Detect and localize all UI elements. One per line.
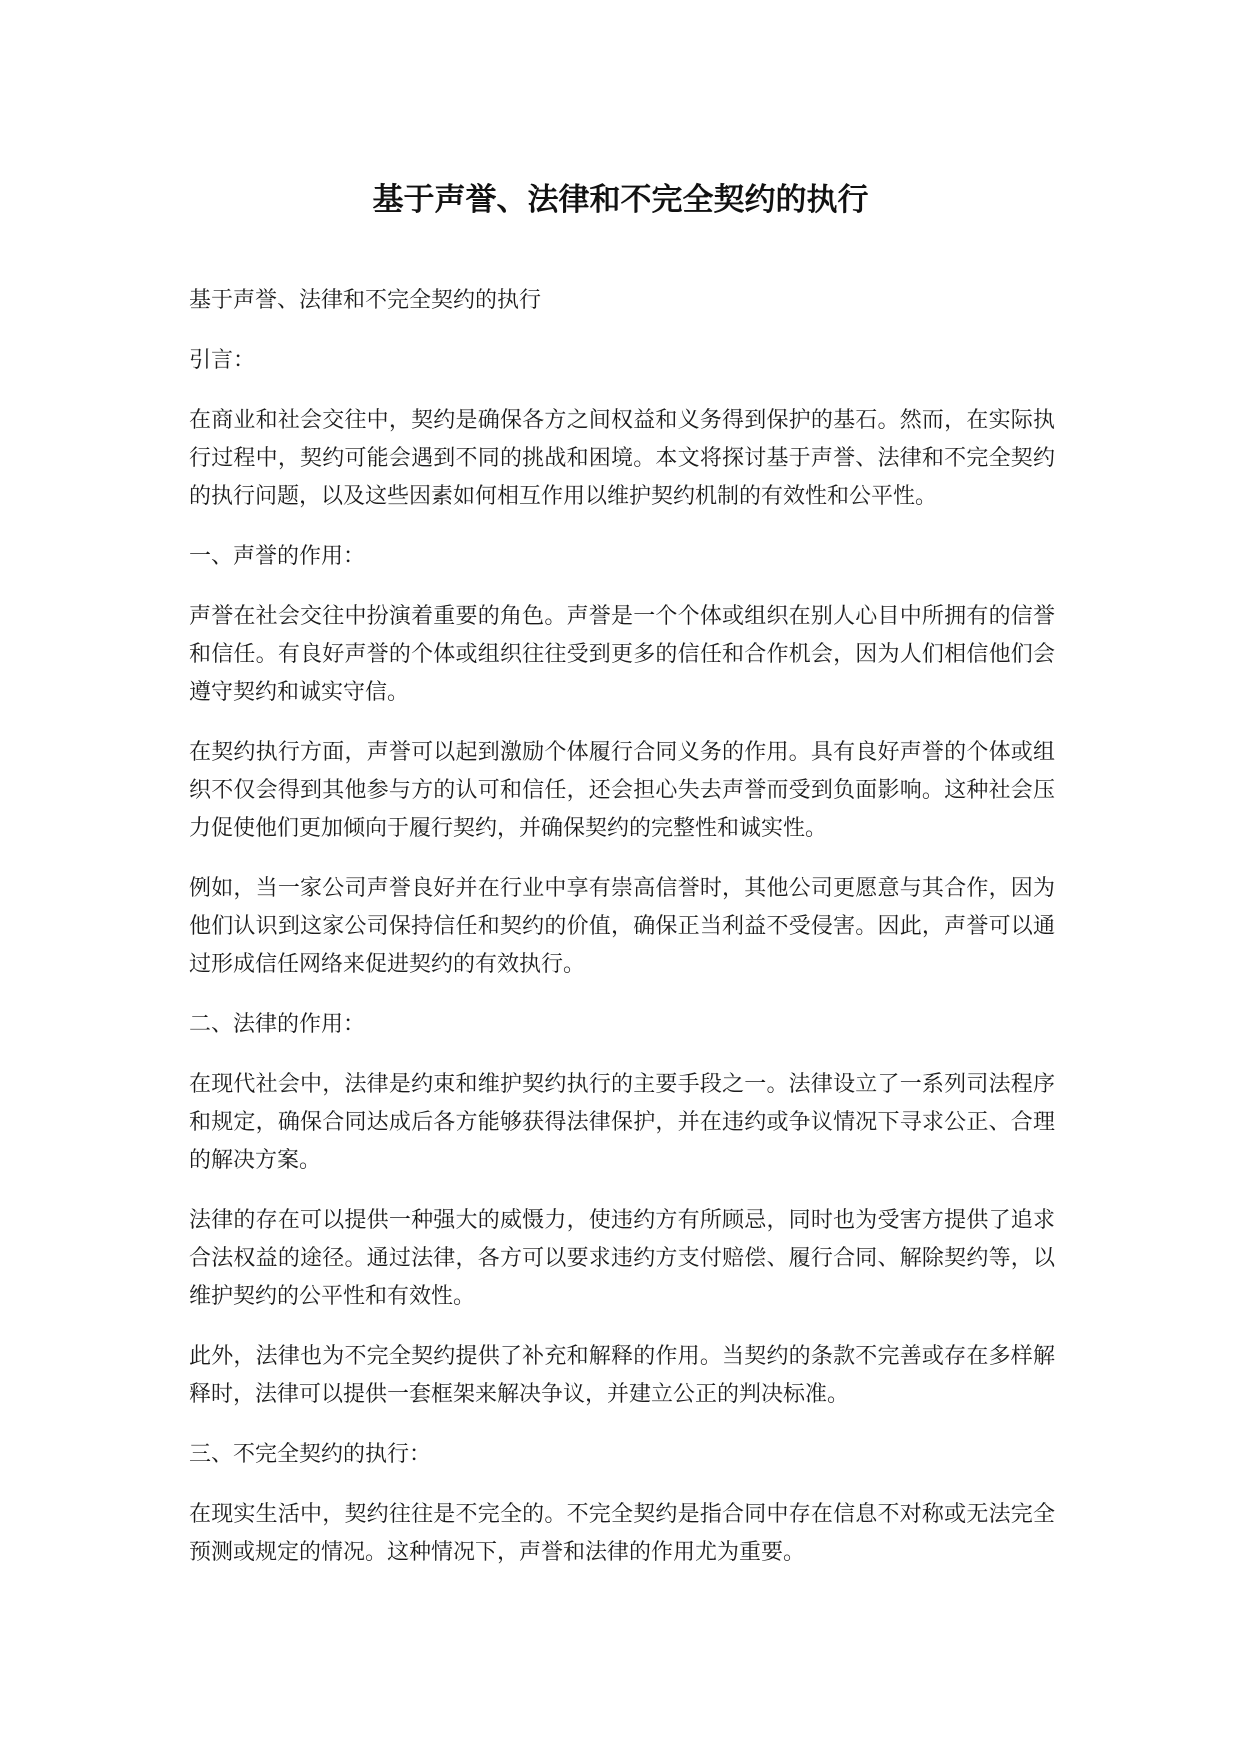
section-heading-reputation: 一、声誉的作用： (189, 544, 366, 569)
section-heading-law: 二、法律的作用： (189, 1012, 366, 1037)
law-paragraph-1: 在现代社会中，法律是约束和维护契约执行的主要手段之一。法律设立了一系列司法程序和规定，确保合同达成后各方能够获得法律保护，并在违约或争议情况下寻求公正、合理的解决方案。 (189, 1072, 1055, 1173)
document-body (189, 282, 1055, 1594)
reputation-paragraph-3: 例如，当一家公司声誉良好并在行业中享有崇高信誉时，其他公司更愿意与其合作，因为他们认识到这家公司保持信任和契约的价值，确保正当利益不受侵害。因此，声誉可以通过形成信任网络来促进契约的有效执行。 (189, 876, 1055, 977)
subtitle-paragraph: 基于声誉、法律和不完全契约的执行 (189, 288, 542, 313)
reputation-paragraph-2: 在契约执行方面，声誉可以起到激励个体履行合同义务的作用。具有良好声誉的个体或组织不仅会得到其他参与方的认可和信任，还会担心失去声誉而受到负面影响。这种社会压力促使他们更加倾向于履行契约，并确保契约的完整性和诚实性。 (189, 740, 1055, 841)
document-title: 基于声誉、法律和不完全契约的执行 (372, 182, 869, 218)
section-heading-incomplete-contract: 三、不完全契约的执行： (189, 1442, 432, 1467)
intro-paragraph: 在商业和社会交往中，契约是确保各方之间权益和义务得到保护的基石。然而，在实际执行过程中，契约可能会遇到不同的挑战和困境。本文将探讨基于声誉、法律和不完全契约的执行问题，以及这些因素如何相互作用以维护契约机制的有效性和公平性。 (189, 408, 1055, 509)
law-paragraph-3: 此外，法律也为不完全契约提供了补充和解释的作用。当契约的条款不完善或存在多样解释时，法律可以提供一套框架来解决争议，并建立公正的判决标准。 (189, 1344, 1055, 1407)
reputation-paragraph-1: 声誉在社会交往中扮演着重要的角色。声誉是一个个体或组织在别人心目中所拥有的信誉和信任。有良好声誉的个体或组织往往受到更多的信任和合作机会，因为人们相信他们会遵守契约和诚实守信。 (189, 604, 1055, 705)
law-paragraph-2: 法律的存在可以提供一种强大的威慑力，使违约方有所顾忌，同时也为受害方提供了追求合法权益的途径。通过法律，各方可以要求违约方支付赔偿、履行合同、解除契约等，以维护契约的公平性和有效性。 (189, 1208, 1055, 1309)
section-heading-intro: 引言： (189, 348, 256, 373)
incomplete-contract-paragraph-1: 在现实生活中，契约往往是不完全的。不完全契约是指合同中存在信息不对称或无法完全预测或规定的情况。这种情况下，声誉和法律的作用尤为重要。 (189, 1502, 1055, 1565)
